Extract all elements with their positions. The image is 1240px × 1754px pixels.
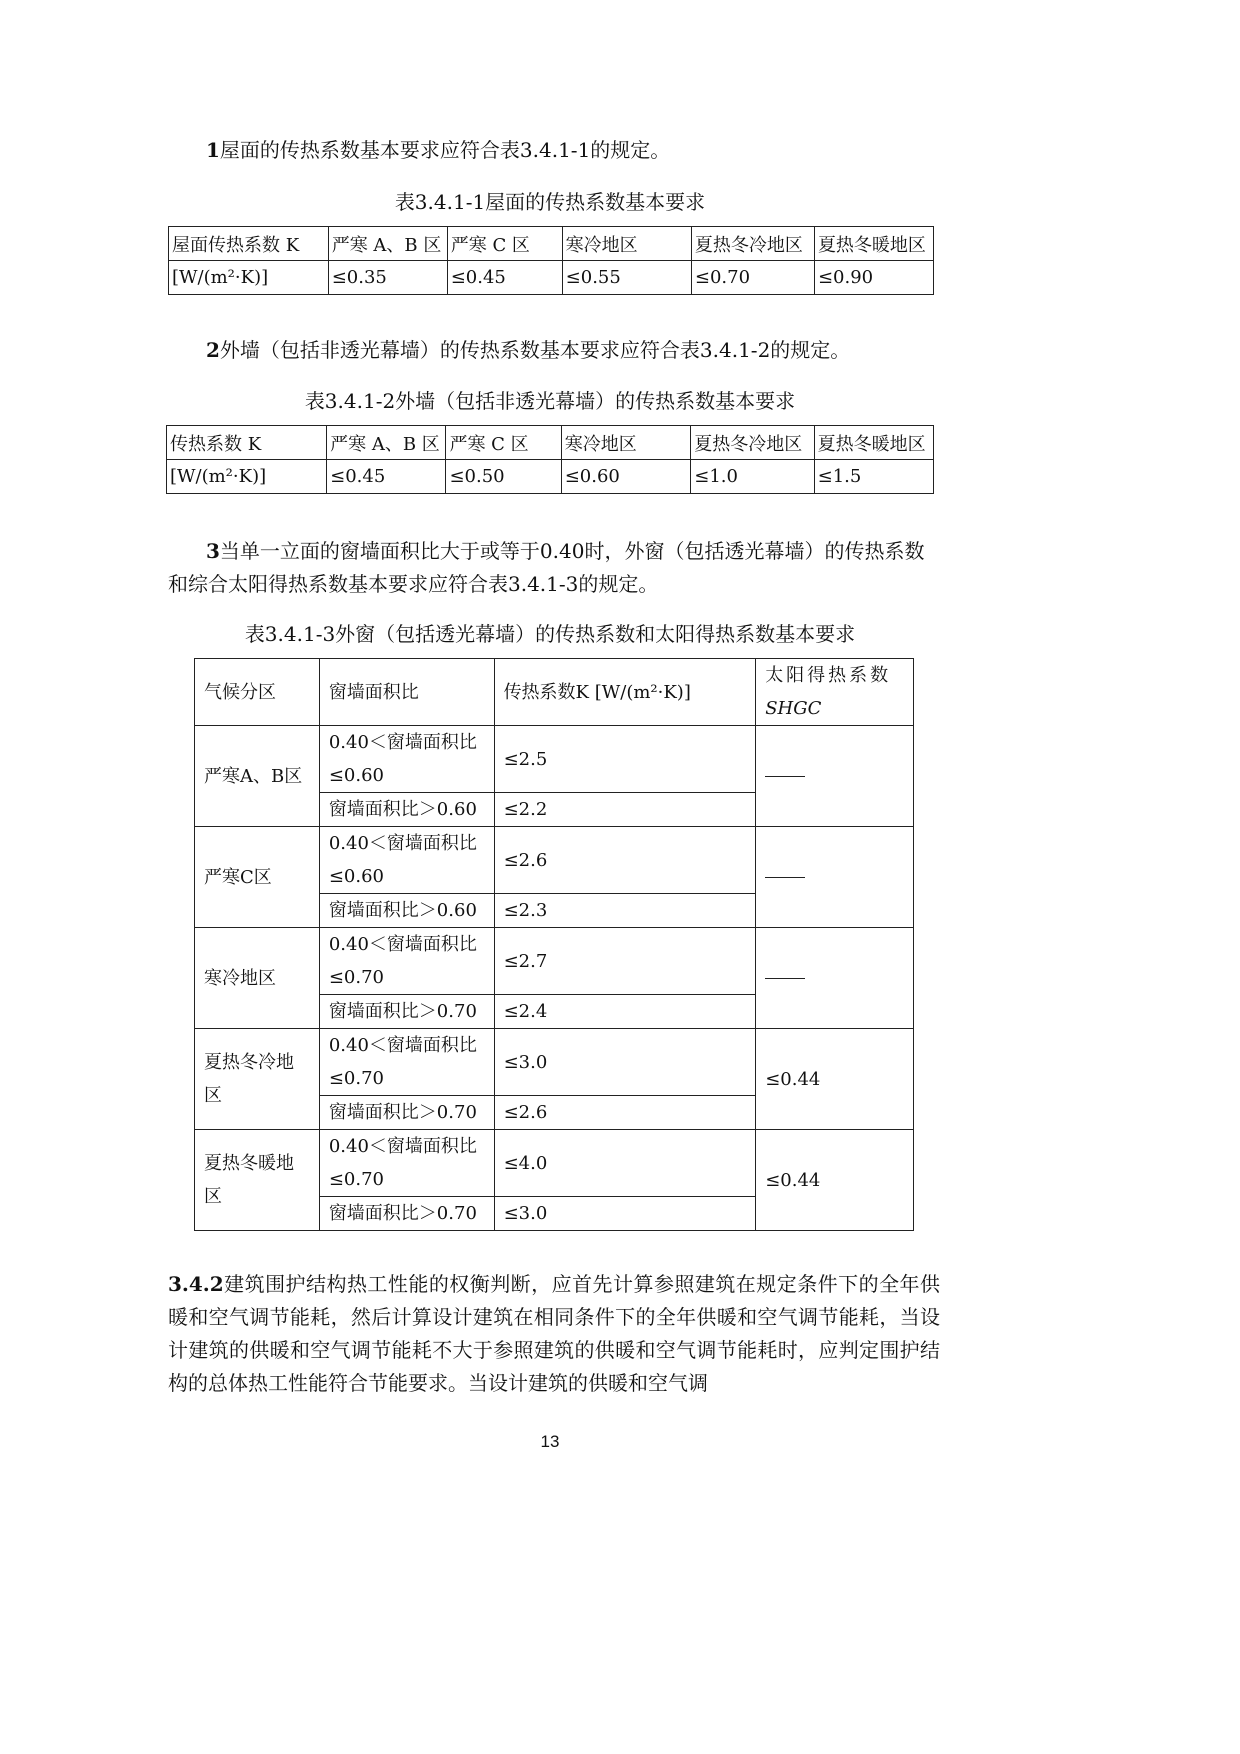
table-2-header-cell: 夏热冬暖地区	[814, 426, 933, 460]
table-2-value-cell: ≤0.60	[561, 460, 691, 494]
table-3-shgc-cell	[756, 827, 914, 928]
table-3-ratio-cell: 窗墙面积比＞0.60	[319, 894, 494, 928]
paragraph-1-text: 屋面的传热系数基本要求应符合表3.4.1-1的规定。	[219, 138, 671, 162]
table-2-header-cell: 寒冷地区	[561, 426, 691, 460]
table-1-value-cell: ≤0.45	[447, 261, 562, 295]
paragraph-2-text: 外墙（包括非透光幕墙）的传热系数基本要求应符合表3.4.1-2的规定。	[219, 338, 851, 362]
table-3-k-cell: ≤4.0	[494, 1130, 756, 1197]
table-3-k-cell: ≤3.0	[494, 1197, 756, 1231]
table-1-value-cell: ≤0.90	[814, 261, 933, 295]
table-3-ratio-cell: 0.40＜窗墙面积比≤0.70	[319, 928, 494, 995]
table-3-k-cell: ≤2.2	[494, 793, 756, 827]
table-3-k-cell: ≤2.3	[494, 894, 756, 928]
table-3-k-cell: ≤2.4	[494, 995, 756, 1029]
table-3-k-cell: ≤2.6	[494, 1096, 756, 1130]
table-1-header-cell: 严寒 A、B 区	[328, 227, 447, 261]
table-3-zone-cell: 夏热冬暖地区	[195, 1130, 320, 1231]
table-2-value-cell: ≤0.50	[446, 460, 561, 494]
paragraph-1	[206, 134, 978, 167]
table-3-header-k: 传热系数K [W/(m²·K)]	[494, 659, 756, 726]
paragraph-3	[168, 535, 940, 601]
table-3-zone-cell: 夏热冬冷地区	[195, 1029, 320, 1130]
table-3-header-shgc-label: 太阳得热系数	[765, 665, 892, 686]
table-3-shgc-cell: ≤0.44	[756, 1029, 914, 1130]
table-3-zone-cell: 严寒A、B区	[195, 726, 320, 827]
paragraph-3-4-2	[168, 1268, 940, 1400]
table-3-header-shgc-abbr: SHGC	[765, 698, 822, 719]
table-3-ratio-cell: 0.40＜窗墙面积比≤0.70	[319, 1029, 494, 1096]
table-3-header-ratio: 窗墙面积比	[319, 659, 494, 726]
table-1-value-cell: ≤0.70	[691, 261, 814, 295]
table-3-ratio-cell: 0.40＜窗墙面积比≤0.70	[319, 1130, 494, 1197]
page-number: 13	[540, 1432, 560, 1451]
table-2-value-cell: ≤1.5	[814, 460, 933, 494]
table-1-caption: 表3.4.1-1屋面的传热系数基本要求	[394, 190, 706, 214]
paragraph-2	[206, 334, 978, 367]
table-3-caption: 表3.4.1-3外窗（包括透光幕墙）的传热系数和太阳得热系数基本要求	[244, 622, 856, 646]
paragraph-2-number: 2	[206, 338, 220, 362]
paragraph-3-text: 当单一立面的窗墙面积比大于或等于0.40时，外窗（包括透光幕墙）的传热系数和综合太阳得热系数基本要求应符合表3.4.1-3的规定。	[168, 539, 925, 596]
table-3-shgc-cell	[756, 726, 914, 827]
paragraph-3-4-2-text: 建筑围护结构热工性能的权衡判断，应首先计算参照建筑在规定条件下的全年供暖和空气调节能耗，然后计算设计建筑在相同条件下的全年供暖和空气调节能耗，当设计建筑的供暖和空气调节能耗不大于参照建筑的供暖和空气调节能耗时，应判定围护结构的总体热工性能符合节能要求。当设计建筑的供暖和空气调	[168, 1272, 940, 1395]
table-1-header-cell: 夏热冬暖地区	[814, 227, 933, 261]
em-dash-mark	[765, 776, 805, 777]
table-3-shgc-cell: ≤0.44	[756, 1130, 914, 1231]
table-2-value-cell: ≤0.45	[327, 460, 446, 494]
table-3-ratio-cell: 0.40＜窗墙面积比≤0.60	[319, 726, 494, 793]
table-3-ratio-cell: 窗墙面积比＞0.60	[319, 793, 494, 827]
table-2	[166, 425, 934, 494]
paragraph-3-number: 3	[206, 539, 220, 563]
table-1-header-cell: 严寒 C 区	[447, 227, 562, 261]
table-3-header-shgc	[756, 659, 914, 726]
table-3-k-cell: ≤3.0	[494, 1029, 756, 1096]
table-2-header-cell: 严寒 C 区	[446, 426, 561, 460]
table-3-ratio-cell: 窗墙面积比＞0.70	[319, 1096, 494, 1130]
table-3-k-cell: ≤2.7	[494, 928, 756, 995]
table-3-k-cell: ≤2.6	[494, 827, 756, 894]
table-1-value-cell: ≤0.35	[328, 261, 447, 295]
table-3-zone-cell: 严寒C区	[195, 827, 320, 928]
table-1	[168, 226, 934, 295]
table-2-header-cell: 夏热冬冷地区	[691, 426, 814, 460]
table-3	[194, 658, 914, 1231]
table-2-unit: [W/(m²·K)]	[167, 460, 327, 494]
table-2-header-cell: 严寒 A、B 区	[327, 426, 446, 460]
em-dash-mark	[765, 978, 805, 979]
table-1-header-cell: 夏热冬冷地区	[691, 227, 814, 261]
table-1-label: 屋面传热系数 K	[169, 227, 329, 261]
em-dash-mark	[765, 877, 805, 878]
table-2-label: 传热系数 K	[167, 426, 327, 460]
table-2-caption: 表3.4.1-2外墙（包括非透光幕墙）的传热系数基本要求	[304, 389, 796, 413]
table-3-header-zone: 气候分区	[195, 659, 320, 726]
table-3-ratio-cell: 窗墙面积比＞0.70	[319, 995, 494, 1029]
paragraph-1-number: 1	[206, 138, 220, 162]
table-1-unit: [W/(m²·K)]	[169, 261, 329, 295]
table-1-value-cell: ≤0.55	[562, 261, 691, 295]
table-3-k-cell: ≤2.5	[494, 726, 756, 793]
table-3-ratio-cell: 0.40＜窗墙面积比≤0.60	[319, 827, 494, 894]
table-3-zone-cell: 寒冷地区	[195, 928, 320, 1029]
table-3-shgc-cell	[756, 928, 914, 1029]
table-3-ratio-cell: 窗墙面积比＞0.70	[319, 1197, 494, 1231]
table-1-header-cell: 寒冷地区	[562, 227, 691, 261]
table-2-value-cell: ≤1.0	[691, 460, 814, 494]
section-number: 3.4.2	[168, 1272, 224, 1296]
